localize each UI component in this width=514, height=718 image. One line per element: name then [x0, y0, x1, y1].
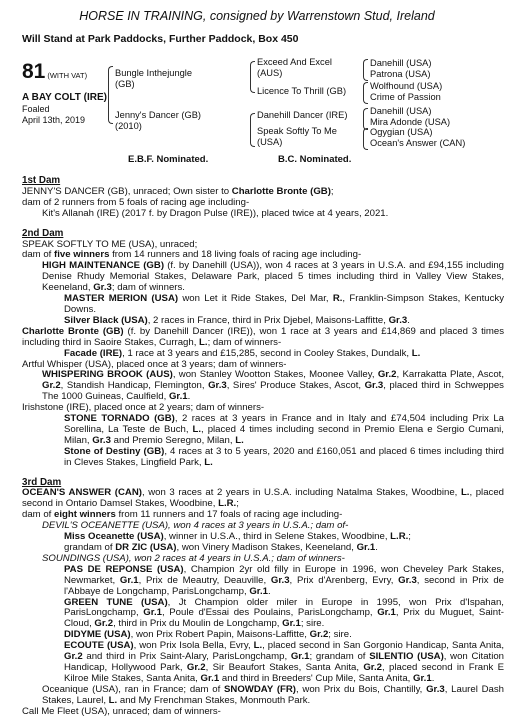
text-run: ; dam of winners.: [111, 282, 185, 294]
horse-name: STONE TORNADO (GB): [64, 413, 175, 425]
horse-name: Silver Black (USA): [64, 314, 148, 326]
grade: Gr.1: [290, 651, 310, 663]
grade: Gr.2: [309, 629, 329, 641]
text-run: .: [267, 585, 271, 597]
grade: Gr.3: [270, 574, 290, 586]
horse-name: GREEN TUNE (USA): [64, 596, 168, 608]
horse-name: SILENTIO (USA): [369, 651, 444, 663]
foaled-date: April 13th, 2019: [22, 115, 86, 125]
grade: Gr.3: [92, 434, 111, 446]
grade: Gr.1: [282, 618, 301, 630]
text-run: and My Frenchman Stakes, Monmouth Park.: [117, 694, 311, 706]
sire-dam-brace: [108, 66, 113, 124]
vat-note: (WITH VAT): [47, 71, 88, 80]
horse-name: MASTER MERION (USA): [64, 293, 179, 305]
text-run: , placed second in Frank E Kilroe Mile Stakes, Santa Anita,: [64, 661, 504, 684]
text-run: , Jt Champion older miler in Europe in 1995, won Prix d'Ispahan, ParisLongchamp,: [64, 596, 504, 619]
consignor-line: HORSE IN TRAINING, consigned by Warrenstown Stud, Ireland: [79, 9, 435, 23]
produce-pas-de-reponse: [22, 565, 504, 598]
text-run: JENNY'S DANCER (GB), unraced; Own sister to: [22, 185, 232, 197]
text-run: , placed third in Schweppes The 1000 Guineas, Caulfield,: [42, 380, 504, 403]
sire: Bungle Inthejungle (GB): [115, 68, 193, 89]
grade: Gr.3: [364, 380, 384, 392]
text-run: ;: [408, 531, 411, 543]
grade: L.: [199, 336, 208, 348]
text-run: , Prix d'Arenberg, Evry,: [289, 574, 399, 586]
lot-number-block: [22, 60, 87, 84]
dam-dam-parents: Ogygian (USA) Ocean's Answer (CAN): [370, 127, 466, 148]
text-run: dam of: [22, 249, 54, 261]
foaled-info: [22, 104, 85, 126]
produce-call-me-fleet: Call Me Fleet (USA), unraced; dam of winners-: [22, 705, 221, 717]
dam-sire: Danehill Dancer (IRE): [257, 110, 348, 120]
text-run: and third in Prix Saint-Alary, ParisLongchamp,: [82, 651, 291, 663]
grade: Gr.1: [377, 607, 396, 619]
text-run: grandam of: [64, 542, 116, 553]
grade: Gr.3: [388, 314, 408, 326]
text-run: , Prix de Meautry, Deauville,: [138, 574, 271, 586]
text-run: from 14 runners and 18 living foals of racing age including-: [109, 249, 362, 261]
text-run: , Franklin-Simpson Stakes, Kentucky Downs.: [64, 293, 505, 315]
stand-location: Will Stand at Park Paddocks, Further Paddock, Box 450: [22, 33, 299, 45]
text-run: , winner in U.S.A., third in Selene Stakes, Woodbine,: [163, 531, 391, 543]
sire-dam: Licence To Thrill (GB): [257, 86, 347, 96]
produce-green-tune: [22, 598, 504, 631]
horse-name: HIGH MAINTENANCE (GB): [42, 260, 165, 272]
bc-nominated: B.C. Nominated.: [278, 154, 352, 165]
grade: Gr.1: [356, 542, 376, 553]
grade: Gr.1: [168, 391, 188, 403]
grade: Gr.2: [42, 380, 61, 392]
dam-line-brace: [250, 113, 255, 147]
text-run: ; grandam of: [309, 651, 370, 663]
text-run: , won Prix du Bois, Chantilly,: [296, 683, 427, 695]
grade: Gr.1: [119, 574, 139, 586]
grade: Gr.3: [208, 380, 227, 392]
text-run: (f. by Danehill (USA)), won 4 races at 3 years in U.S.A. and £94,155 including Denise Rhudy Memorial Stakes, Delaware Park, placed 5 times including third in Valley View Stakes, Keeneland,: [42, 260, 504, 294]
text-run: , Sir Beaufort Stakes, Santa Anita,: [205, 661, 364, 673]
produce-whispering-brook: [22, 370, 504, 403]
grade: Gr.2: [186, 661, 206, 673]
grade: L.: [192, 423, 202, 435]
grade: L.: [253, 640, 263, 652]
text-run: , Karrakatta Plate, Ascot,: [396, 369, 505, 381]
sire-sire-parents: Danehill (USA) Patrona (USA): [370, 58, 432, 79]
horse-name: ECOUTE (USA): [64, 640, 134, 652]
horse-name: SNOWDAY (FR): [224, 683, 296, 695]
sire-sire: Exceed And Excel (AUS): [257, 57, 332, 78]
winners-count: five winners: [54, 249, 110, 261]
foaled-label: Foaled: [22, 104, 50, 114]
ss-brace: [363, 59, 368, 81]
produce-ecoute: [22, 641, 504, 685]
text-run: .: [407, 314, 410, 326]
grade: L.: [235, 434, 244, 446]
text-run: , 1 race at 3 years and £15,285, second in Cooley Stakes, Dundalk,: [122, 347, 412, 359]
grade: Gr.2: [377, 369, 397, 381]
grade: Gr.3: [426, 683, 445, 695]
sire-dam-parents: Wolfhound (USA) Crime of Passion: [370, 81, 443, 102]
text-run: , 4 races at 3 to 5 years, 2020 and £160,051 and placed 6 times including third in Cleves Stakes, Lingfield Park,: [64, 445, 504, 468]
horse-name: PAS DE REPONSE (USA): [64, 563, 184, 575]
horse-name: DR ZIC (USA): [115, 542, 177, 553]
second-dam-name-line: SPEAK SOFTLY TO ME (USA), unraced;: [22, 238, 198, 250]
horse-name: Facade (IRE): [64, 347, 123, 359]
dam: Jenny's Dancer (GB) (2010): [115, 110, 201, 131]
text-run: from 11 runners and 17 foals of racing age including-: [115, 509, 343, 521]
text-run: , Sires' Produce Stakes, Ascot,: [226, 380, 365, 392]
grade: L.: [204, 456, 213, 468]
horse-name: OCEAN'S ANSWER (CAN): [22, 487, 142, 499]
grade: L.: [411, 347, 421, 359]
text-run: , placed second in San Gorgonio Handicap, Santa Anita,: [262, 640, 504, 652]
grade: Gr.1: [249, 585, 268, 597]
text-run: .: [431, 672, 435, 684]
produce-artful-whisper: Artful Whisper (USA), placed once at 3 years; dam of winners-: [22, 358, 287, 370]
text-run: , 2 races in France, third in Prix Djebel, Maisons-Laffitte,: [147, 314, 389, 326]
grade: L.R.: [390, 531, 409, 543]
text-run: ; sire.: [328, 629, 352, 641]
produce-oceanique: [22, 685, 504, 707]
text-run: , placed 4 times including second in Premio Elena e Sergio Cumani, Milan,: [64, 423, 504, 446]
grade: Gr.2: [363, 661, 383, 673]
dam-sire-parents: Danehill (USA) Mira Adonde (USA): [370, 106, 451, 127]
text-run: , second in Prix de l'Abbaye de Longchamp, ParisLongchamp,: [64, 574, 505, 597]
text-run: dam of: [22, 509, 54, 521]
third-dam-heading: 3rd Dam: [22, 476, 62, 488]
produce-master-merion: [22, 294, 504, 316]
produce-charlotte-bronte: [22, 327, 504, 349]
grade: Gr.2: [94, 618, 114, 630]
grade: L.: [108, 694, 118, 706]
text-run: , won Vinery Madison Stakes, Keeneland,: [176, 542, 357, 553]
grade: R.: [332, 293, 343, 305]
horse-name: DIDYME (USA): [64, 629, 131, 641]
text-run: ;: [330, 185, 334, 197]
ebf-nominated: E.B.F. Nominated.: [128, 154, 209, 165]
grade: Gr.1: [413, 672, 432, 684]
text-run: (f. by Danehill Dancer (IRE)), won 1 race at 3 years and £14,869 and placed 3 times including third in Saoire Stakes, Curragh,: [22, 325, 504, 348]
text-run: , Champion 2yr old filly in Europe in 1996, won Cheveley Park Stakes, Newmarket,: [64, 563, 504, 586]
text-run: , won Prix Isola Bella, Evry,: [133, 640, 254, 652]
first-dam-foal: Kit's Allanah (IRE) (2017 f. by Dragon Pulse (IRE)), placed twice at 4 years, 2021.: [42, 207, 389, 219]
text-run: ;: [236, 498, 239, 510]
text-run: and Premio Seregno, Milan,: [110, 434, 236, 446]
text-run: , won 3 races at 2 years in U.S.A. including Natalma Stakes, Woodbine,: [141, 487, 461, 499]
text-run: , third in Prix du Moulin de Longchamp,: [113, 618, 283, 630]
grade: Gr.3: [93, 282, 112, 294]
grade: Gr.1: [200, 672, 220, 684]
produce-high-maintenance: [22, 261, 504, 294]
produce-facade: [22, 349, 504, 360]
horse-name: Charlotte Bronte (GB): [22, 325, 124, 337]
grade: L.: [460, 487, 470, 499]
first-dam-produce-line: dam of 2 runners from 5 foals of racing age including-: [22, 196, 250, 208]
text-run: , Poule d'Essai des Poulains, ParisLongchamp,: [161, 607, 378, 619]
third-dam-name-line: [22, 488, 504, 510]
text-run: , placed second in Ontario Damsel Stakes, Woodbine,: [22, 487, 504, 510]
dd-brace: [363, 128, 368, 150]
grade: Gr.2: [64, 651, 83, 663]
sire-line-brace: [250, 61, 255, 93]
text-run: .: [187, 391, 191, 403]
lot-number: 81: [22, 60, 46, 83]
text-run: , Standish Handicap, Flemington,: [60, 380, 209, 392]
dam-dam: Speak Softly To Me (USA): [257, 126, 337, 147]
text-run: , Laurel Dash Stakes, Laurel,: [42, 683, 504, 706]
text-run: , 2 races at 3 years in France and in Italy and £74,504 including Prix La Sorellina, La Teste de Buch,: [64, 413, 505, 435]
text-run: , won Stanley Wootton Stakes, Moonee Valley,: [172, 369, 378, 381]
text-run: , won Prix Robert Papin, Maisons-Laffitte,: [130, 629, 310, 641]
horse-name: Miss Oceanette (USA): [64, 531, 164, 543]
winners-count: eight winners: [54, 509, 116, 521]
grade: L.R.: [218, 498, 237, 510]
text-run: .: [375, 542, 378, 553]
grade: Gr.3: [398, 574, 417, 586]
produce-stone-tornado: [22, 414, 504, 447]
produce-stone-of-destiny: [22, 447, 504, 469]
text-run: won Let it Ride Stakes, Del Mar,: [178, 293, 333, 305]
horse-name: WHISPERING BROOK (AUS): [42, 369, 173, 381]
ds-brace: [363, 108, 368, 130]
text-run: , won Citation Handicap, Hollywood Park,: [64, 651, 505, 673]
text-run: ; sire.: [300, 618, 325, 630]
grade: Gr.1: [143, 607, 162, 619]
text-run: and third in Breeders' Cup Mile, Santa Anita,: [219, 672, 414, 684]
second-dam-heading: 2nd Dam: [22, 227, 64, 239]
catalogue-body: [22, 176, 504, 718]
text-run: Oceanique (USA), ran in France; dam of: [42, 683, 225, 695]
text-run: , Prix du Muguet, Saint-Cloud,: [64, 607, 504, 630]
produce-irishstone: Irishstone (IRE), placed once at 2 years; dam of winners-: [22, 402, 265, 414]
text-run: ; dam of winners-: [207, 336, 282, 348]
sd-brace: [363, 82, 368, 104]
horse-description: A BAY COLT (IRE): [22, 92, 108, 103]
produce-devils-oceanette: DEVIL'S OCEANETTE (USA), won 4 races at 3 years in U.S.A.; dam of-: [42, 520, 349, 532]
horse-name: Stone of Destiny (GB): [64, 445, 165, 457]
first-dam-heading: 1st Dam: [22, 175, 61, 186]
sibling-name: Charlotte Bronte (GB): [231, 185, 331, 197]
produce-soundings: SOUNDINGS (USA), won 2 races at 4 years in U.S.A.; dam of winners-: [42, 552, 345, 564]
